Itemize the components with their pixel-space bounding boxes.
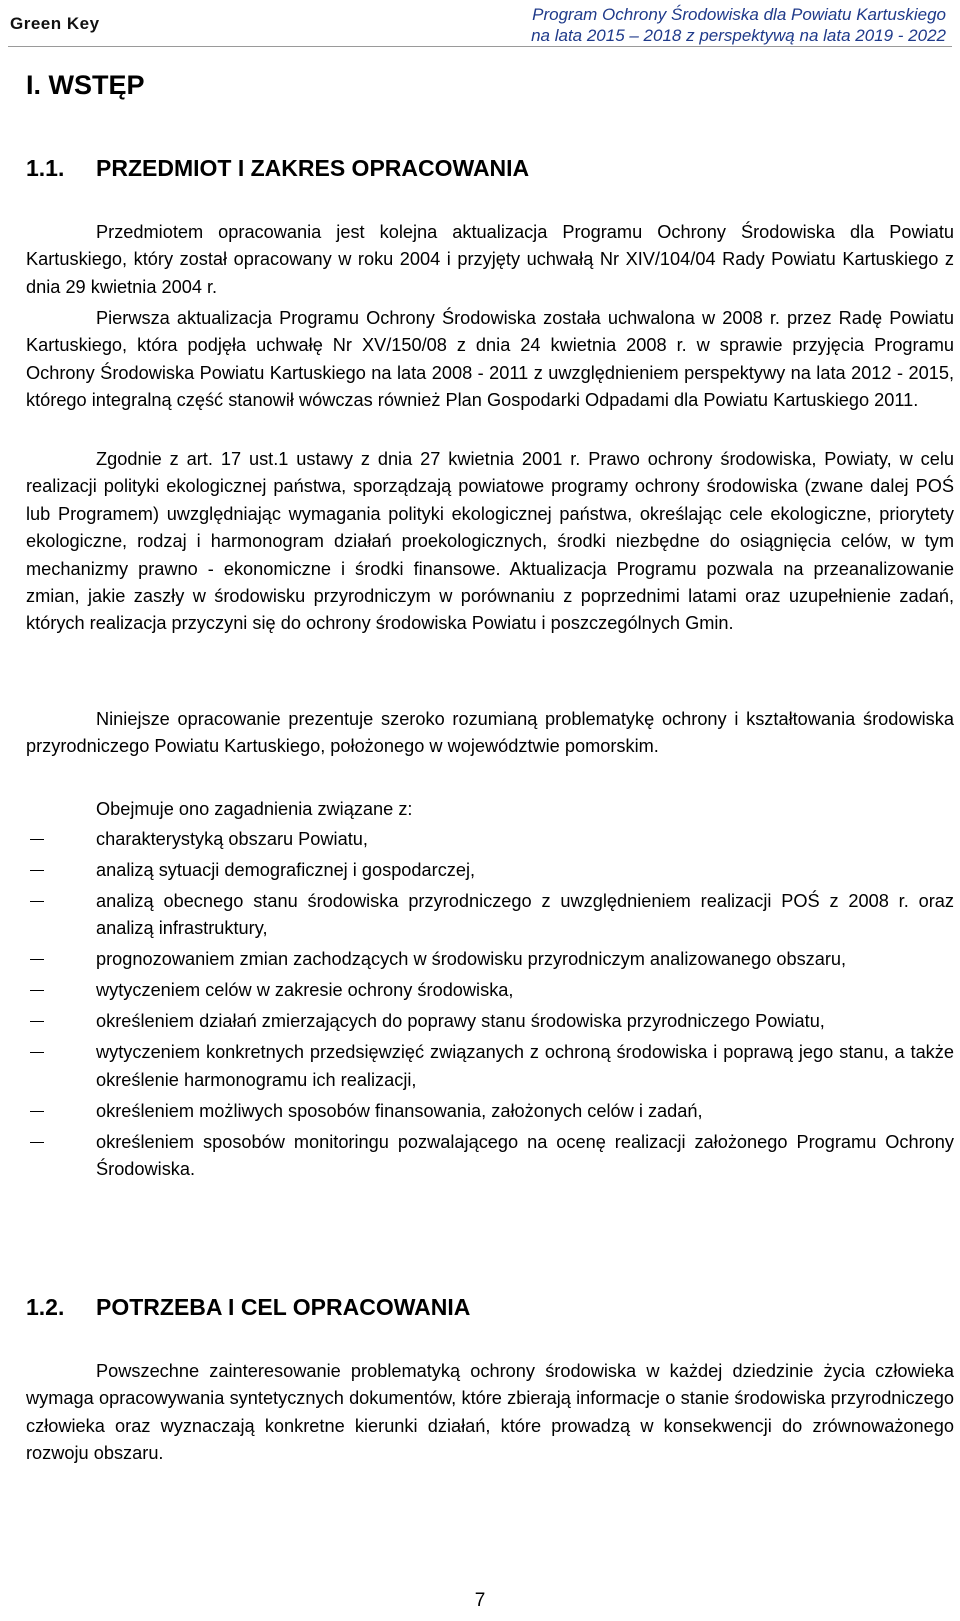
list-item: charakterystyką obszaru Powiatu, [26,826,954,853]
paragraph: Powszechne zainteresowanie problematyką ochrony środowiska w każdej dziedzinie życia człowieka wymaga opracowywania syntetycznych dokumentów, które zbierają informacje o stanie środowiska przyrodniczego człowieka oraz wyznaczają konkretne kierunki działań, które prowadzą w konsekwencji do zrównoważonego rozwoju obszaru. [26,1361,954,1464]
chapter-title: I. WSTĘP [26,70,145,100]
header-brand: Green Key [10,14,100,33]
list-item: analizą obecnego stanu środowiska przyrodniczego z uwzględnieniem realizacji POŚ z 2008 r. oraz analizą infrastruktury, [26,888,954,943]
list-item: analizą sytuacji demograficznej i gospodarczej, [26,857,954,884]
list-intro: Obejmuje ono zagadnienia związane z: [96,799,413,819]
list-item: określeniem możliwych sposobów finansowania, założonych celów i zadań, [26,1098,954,1125]
scope-list [26,826,954,1187]
dash-bullet [30,1111,44,1112]
paragraph: Pierwsza aktualizacja Programu Ochrony Środowiska została uchwalona w 2008 r. przez Radę Powiatu Kartuskiego, która podjęła uchwałę Nr XV/150/08 z dnia 24 kwietnia 2008 r. w sprawie przyjęcia Programu Ochrony Środowiska Powiatu Kartuskiego na lata 2008 - 2011 z uwzględnieniem perspektywy na lata 2012 - 2015, którego integralną część stanowił wówczas również Plan Gospodarki Odpadami dla Powiatu Kartuskiego 2011. [26,308,954,411]
dash-bullet [30,839,44,840]
dash-bullet [30,870,44,871]
header-document-title [531,4,946,46]
section-title: POTRZEBA I CEL OPRACOWANIA [96,1294,471,1320]
dash-bullet [30,1052,44,1053]
header-title-line-1: Program Ochrony Środowiska dla Powiatu Kartuskiego [532,5,946,24]
dash-bullet [30,1142,44,1143]
paragraph: Przedmiotem opracowania jest kolejna aktualizacja Programu Ochrony Środowiska dla Powiatu Kartuskiego, który został opracowany w roku 2004 i przyjęty uchwałą Nr XIV/104/04 Rady Powiatu Kartuskiego z dnia 29 kwietnia 2004 r. [26,222,954,297]
section-heading-1-2 [26,1294,470,1321]
section-heading-1-1 [26,155,529,182]
list-item: określeniem sposobów monitoringu pozwalającego na ocenę realizacji założonego Programu Ochrony Środowiska. [26,1129,954,1184]
paragraph: Zgodnie z art. 17 ust.1 ustawy z dnia 27 kwietnia 2001 r. Prawo ochrony środowiska, Powiaty, w celu realizacji polityki ekologicznej państwa, sporządzają powiatowe programy ochrony środowiska (zwane dalej POŚ lub Programem) uwzględniając wymagania polityki ekologicznej państwa, określając cele ekologiczne, priorytety ekologiczne, rodzaj i harmonogram działań proekologicznych, środki niezbędne do osiągnięcia celów, w tym mechanizmy prawno - ekonomiczne i środki finansowe. Aktualizacja Programu pozwala na przeanalizowanie zmian, jakie zaszły w środowisku przyrodniczym w porównaniu z poprzednimi latami oraz uzupełnienie zadań, których realizacja przyczyni się do ochrony środowiska Powiatu i poszczególnych Gmin. [26,449,954,634]
section-number: 1.1. [26,155,65,181]
page-number: 7 [474,1590,486,1611]
list-item: wytyczeniem celów w zakresie ochrony środowiska, [26,977,954,1004]
dash-bullet [30,1021,44,1022]
list-item: określeniem działań zmierzających do poprawy stanu środowiska przyrodniczego Powiatu, [26,1008,954,1035]
section-title: PRZEDMIOT I ZAKRES OPRACOWANIA [96,155,530,181]
list-item: prognozowaniem zmian zachodzących w środowisku przyrodniczym analizowanego obszaru, [26,946,954,973]
header-title-line-2: na lata 2015 – 2018 z perspektywą na lata 2019 - 2022 [531,26,946,45]
section-number: 1.2. [26,1294,65,1320]
dash-bullet [30,901,44,902]
page-header [0,0,960,52]
paragraph: Niniejsze opracowanie prezentuje szeroko rozumianą problematykę ochrony i kształtowania środowiska przyrodniczego Powiatu Kartuskiego, położonego w województwie pomorskim. [26,709,954,757]
dash-bullet [30,990,44,991]
dash-bullet [30,959,44,960]
list-item: wytyczeniem konkretnych przedsięwzięć związanych z ochroną środowiska i poprawą jego stanu, a także określenie harmonogramu ich realizacji, [26,1039,954,1094]
header-divider [8,46,952,47]
